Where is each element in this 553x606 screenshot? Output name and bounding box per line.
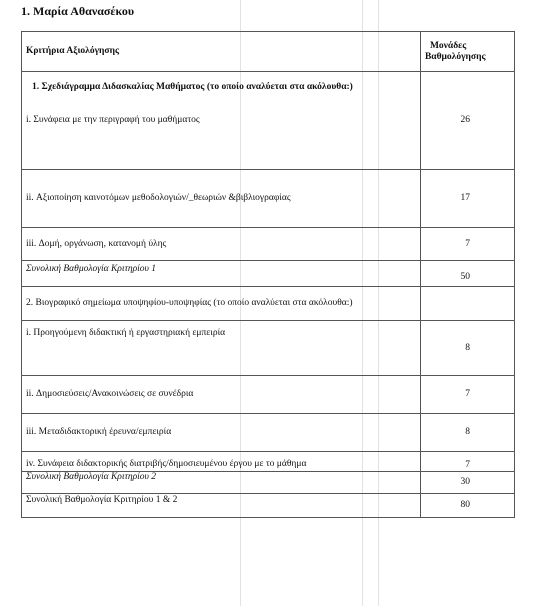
section1-item1-score: 26 xyxy=(420,72,514,170)
table-row xyxy=(22,287,515,321)
section2-total-score: 30 xyxy=(420,472,514,494)
table-row xyxy=(22,494,515,518)
table-row xyxy=(22,261,515,287)
score-header xyxy=(420,32,514,72)
section1-item1-label: i. Συνάφεια με την περιγραφή του μαθήματος xyxy=(26,115,200,125)
section1-total-label: Συνολική Βαθμολογία Κριτηρίου 1 xyxy=(22,261,421,287)
table-row xyxy=(22,228,515,261)
section2-item2-score: 7 xyxy=(420,376,514,414)
score-header-line1: Μονάδες xyxy=(429,40,467,51)
section1-heading: 1. Σχεδιάγραμμα Διδασκαλίας Μαθήματος (το οποίο αναλύεται στα ακόλουθα:) xyxy=(32,82,353,92)
section2-total-label: Συνολική Βαθμολογία Κριτηρίου 2 xyxy=(22,472,421,494)
section2-item3-score: 8 xyxy=(420,414,514,452)
section2-item4-score: 7 xyxy=(420,452,514,472)
table-row xyxy=(22,170,515,228)
grand-total-score: 80 xyxy=(420,494,514,518)
section2-item1-score: 8 xyxy=(420,321,514,376)
table-row xyxy=(22,472,515,494)
section2-item1-label: i. Προηγούμενη διδακτική ή εργαστηριακή εμπειρία xyxy=(22,321,421,376)
table-row xyxy=(22,414,515,452)
section2-item2-label: ii. Δημοσιεύσεις/Ανακοινώσεις σε συνέδρια xyxy=(22,376,421,414)
section1-item2-label: ii. Αξιοποίηση καινοτόμων μεθοδολογιών/_θεωριών &βιβλιογραφίας xyxy=(22,170,421,228)
section1-cell xyxy=(22,72,421,170)
section1-item3-score: 7 xyxy=(420,228,514,261)
section2-heading-score xyxy=(420,287,514,321)
section2-item4-label: iv. Συνάφεια διδακτορικής διατριβής/δημοσιευμένου έργου με το μάθημα xyxy=(22,452,421,472)
table-row xyxy=(22,321,515,376)
table-header-row xyxy=(22,32,515,72)
section2-item3-label: iii. Μεταδιδακτορική έρευνα/εμπειρία xyxy=(22,414,421,452)
section1-total-score: 50 xyxy=(420,261,514,287)
criteria-header: Κριτήρια Αξιολόγησης xyxy=(22,32,421,72)
section2-heading: 2. Βιογραφικό σημείωμα υποψηφίου-υποψηφίας (το οποίο αναλύεται στα ακόλουθα:) xyxy=(22,287,421,321)
table-row xyxy=(22,72,515,170)
table-row xyxy=(22,376,515,414)
table-row xyxy=(22,452,515,472)
section1-item2-score: 17 xyxy=(420,170,514,228)
score-header-line2: Βαθμολόγησης xyxy=(424,51,486,62)
section1-item3-label: iii. Δομή, οργάνωση, κατανομή ύλης xyxy=(22,228,421,261)
page-title: 1. Μαρία Αθανασέκου xyxy=(21,4,135,18)
evaluation-table xyxy=(21,31,515,518)
grand-total-label: Συνολική Βαθμολογία Κριτηρίου 1 & 2 xyxy=(22,494,421,518)
